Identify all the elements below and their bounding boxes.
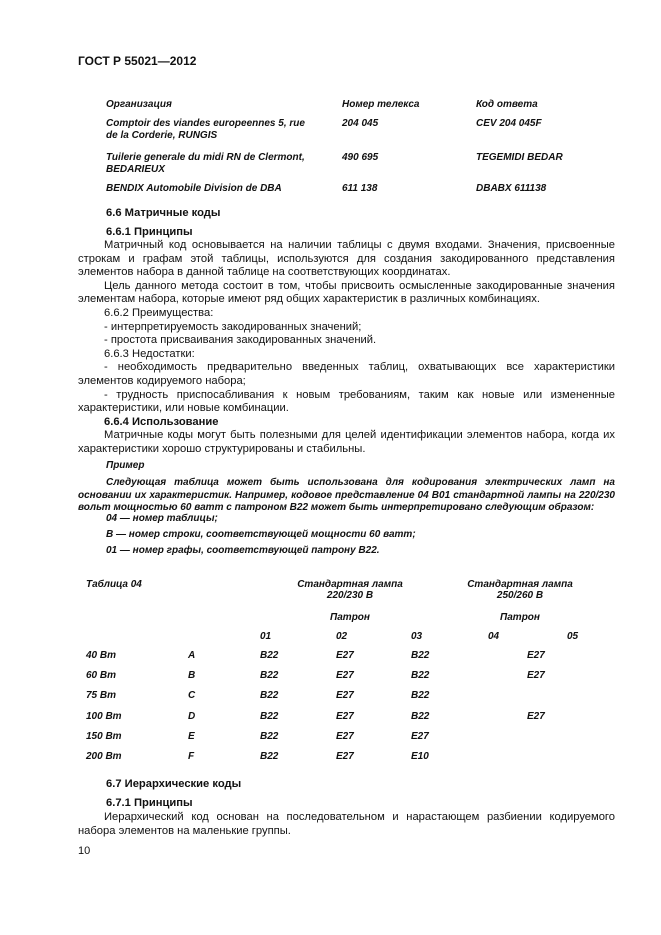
advantage-item-1: - интерпретируемость закодированных значений; [104, 320, 362, 333]
org-row-3-name: BENDIX Automobile Division de DBA [106, 183, 282, 194]
example-line-1: 04 — номер таблицы; [106, 513, 218, 524]
org-row-2-code: TEGEMIDI BEDAR [476, 152, 563, 163]
section-6-7-1-title: 6.7.1 Принципы [106, 797, 193, 809]
table-row-power: 100 Вт [86, 711, 122, 722]
org-row-3-code: DBABX 611138 [476, 183, 547, 194]
col-code-05: 05 [567, 631, 579, 642]
org-row-1-telex: 204 045 [342, 118, 379, 129]
table-cell: B22 [260, 751, 279, 762]
table-cell: E27 [527, 650, 545, 661]
table-cell: B22 [411, 690, 430, 701]
section-6-6-4-title: 6.6.4 Использование [104, 415, 219, 428]
table-group-1-header [280, 579, 420, 601]
table-cell: B22 [260, 650, 279, 661]
telex-col-header: Номер телекса [342, 99, 420, 110]
table-row-code: F [188, 751, 195, 762]
example-line-3: 01 — номер графы, соответствующей патрону В22. [106, 545, 380, 556]
table-cell: B22 [260, 731, 279, 742]
org-row-1-code: CEV 204 045F [476, 118, 542, 129]
table-row-code: E [188, 731, 195, 742]
col-code-02: 02 [336, 631, 348, 642]
table-row-power: 200 Вт [86, 751, 122, 762]
table-group-2-header [450, 579, 590, 601]
org-col-header: Организация [106, 99, 172, 110]
table-cell: E27 [336, 670, 354, 681]
org-row-1-name: Comptoir des viandes europeennes 5, rue de la Corderie, RUNGIS [106, 118, 305, 141]
table-cell: E27 [411, 731, 429, 742]
table-row-power: 150 Вт [86, 731, 122, 742]
disadvantage-item-2: - трудность приспосабливания к новым требованиям, таким как новые или измененные характеристики, или новые комбинации. [78, 388, 615, 415]
table-row-power: 60 Вт [86, 670, 117, 681]
table-row-code: C [188, 690, 196, 701]
group-1-line-2: 220/230 В [326, 590, 374, 601]
example-line-2: В — номер строки, соответствующей мощности 60 ватт; [106, 529, 416, 540]
table-cell: B22 [260, 670, 279, 681]
table-row-code: D [188, 711, 196, 722]
paragraph-method-goal: Цель данного метода состоит в том, чтобы присвоить осмысленные закодированные значения элементам набора, которые имеют ряд общих характеристик в различных комбинациях. [78, 279, 615, 306]
org-row-2-telex: 490 695 [342, 152, 379, 163]
org-row-2-name: Tuilerie generale du midi RN de Clermont, BEDARIEUX [106, 152, 305, 175]
table-cell: E27 [336, 650, 354, 661]
advantage-item-2: - простота присваивания закодированных значений. [104, 334, 377, 347]
socket-label-2: Патрон [500, 612, 540, 623]
table-cell: E10 [411, 751, 429, 762]
disadvantage-item-1: - необходимость предварительно введенных таблиц, охватывающих все характеристики элементов кодируемого набора; [78, 361, 615, 387]
table-cell: B22 [260, 690, 279, 701]
table-cell: B22 [411, 711, 430, 722]
table-row-power: 40 Вт [86, 650, 117, 661]
table-cell: E27 [336, 751, 354, 762]
table-row-power: 75 Вт [86, 690, 117, 701]
table-cell: E27 [336, 690, 354, 701]
col-code-01: 01 [260, 631, 272, 642]
table-row-code: A [188, 650, 196, 661]
disadvantages-title: 6.6.3 Недостатки: [104, 347, 195, 360]
org-row-3-telex: 611 138 [342, 183, 378, 194]
code-col-header: Код ответа [476, 99, 538, 110]
document-code-header: ГОСТ Р 55021—2012 [78, 54, 197, 68]
table-04-title: Таблица 04 [86, 579, 142, 590]
table-cell: E27 [336, 731, 354, 742]
example-text: Следующая таблица может быть использована для кодирования электрических ламп на основании их характеристик. Например, кодовое представление 04 В01 стандартной лампы на 220/230 вольт мощностью 60 ватт с патроном В22 может быть интерпретировано следующим образом: [78, 477, 615, 514]
col-code-03: 03 [411, 631, 423, 642]
table-cell: B22 [260, 711, 279, 722]
socket-label-1: Патрон [330, 612, 370, 623]
usage-paragraph: Матричные коды могут быть полезными для целей идентификации элементов набора, когда их характеристики хорошо структурированы и стабильны. [78, 429, 615, 455]
paragraph-matrix-definition: Матричный код основывается на наличии таблицы с двумя входами. Значения, присвоенные строкам и графам этой таблицы, используются для создания закодированного представления элементов набора в данной таблице на соответствующих координатах. [78, 239, 615, 279]
col-code-04: 04 [488, 631, 500, 642]
section-6-6-title: 6.6 Матричные коды [106, 207, 221, 219]
group-1-line-1: Стандартная лампа [297, 579, 403, 590]
table-cell: E27 [527, 670, 545, 681]
advantages-title: 6.6.2 Преимущества: [104, 306, 214, 319]
table-cell: B22 [411, 650, 430, 661]
section-6-7-body: Иерархический код основан на последовательном и нарастающем разбиении кодируемого набора элементов на маленькие группы. [78, 811, 615, 837]
section-6-7-title: 6.7 Иерархические коды [106, 778, 242, 790]
table-cell: E27 [527, 711, 545, 722]
table-cell: E27 [336, 711, 354, 722]
section-6-6-1-title: 6.6.1 Принципы [106, 226, 193, 238]
example-label: Пример [106, 460, 145, 471]
page-number: 10 [78, 845, 91, 857]
group-2-line-2: 250/260 В [496, 590, 544, 601]
table-cell: B22 [411, 670, 430, 681]
group-2-line-1: Стандартная лампа [467, 579, 573, 590]
section-6-6-body [78, 239, 615, 457]
table-row-code: B [188, 670, 196, 681]
